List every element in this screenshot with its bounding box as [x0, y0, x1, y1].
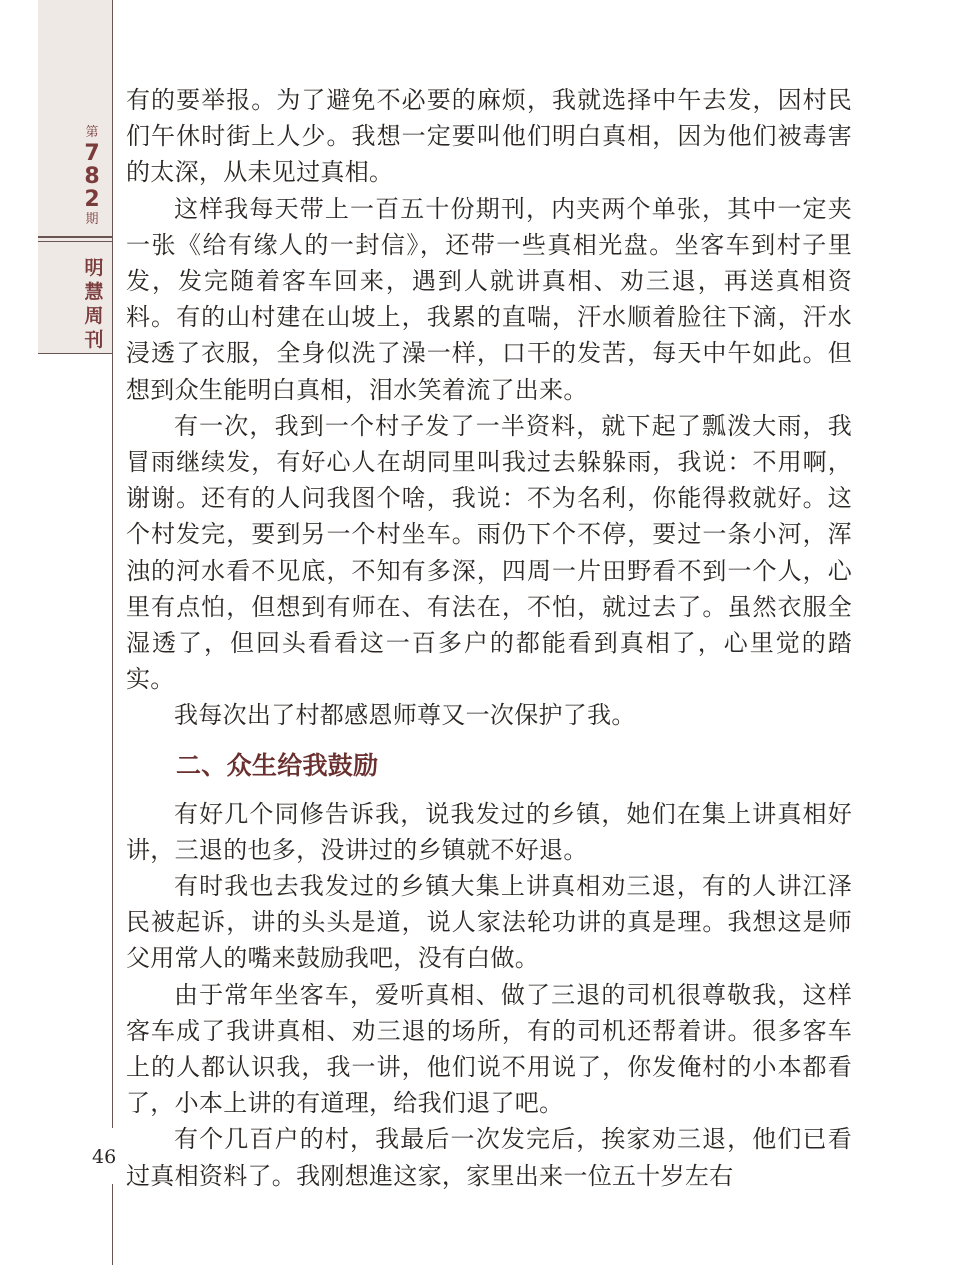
sidebar-divider-thin [38, 241, 112, 242]
issue-prefix: 第 [85, 125, 99, 140]
paragraph: 有一次，我到一个村子发了一半资料，就下起了瓢泼大雨，我冒雨继续发，有好心人在胡同里叫我过去躲躲雨，我说：不用啊，谢谢。还有的人问我图个啥，我说：不为名利，你能得救就好。这个村发完，要到另一个村坐车。雨仍下个不停，要过一条小河，浑浊的河水看不见底，不知有多深，四周一片田野看不到一个人，心里有点怕，但想到有师在、有法在，不怕，就过去了。虽然衣服全湿透了，但回头看看这一百多户的都能看到真相了，心里觉的踏实。 [126, 411, 852, 694]
issue-digit: 2 [84, 187, 100, 212]
sidebar-divider [38, 236, 112, 238]
page-number: 46 [92, 1146, 117, 1168]
publication-name [74, 256, 114, 352]
sidebar-bottom-rule [38, 353, 112, 354]
issue-suffix: 期 [85, 212, 99, 227]
issue-digit: 7 [84, 141, 100, 166]
paragraph: 有好几个同修告诉我，说我发过的乡镇，她们在集上讲真相好讲，三退的也多，没讲过的乡镇就不好退。 [126, 799, 852, 864]
publication-char: 周 [84, 305, 104, 327]
paragraph: 这样我每天带上一百五十份期刊，内夹两个单张，其中一定夹一张《给有缘人的一封信》，还带一些真相光盘。坐客车到村子里发，发完随着客车回来，遇到人就讲真相、劝三退，再送真相资料。有的山村建在山坡上，我累的直喘，汗水顺着脸往下滴，汗水浸透了衣服，全身似洗了澡一样，口干的发苦，每天中午如此。但想到众生能明白真相，泪水笑着流了出来。 [126, 194, 852, 404]
publication-char: 明 [84, 257, 104, 279]
article-body [126, 82, 852, 1194]
paragraph: 有的要举报。为了避免不必要的麻烦，我就选择中午去发，因村民们午休时街上人少。我想一定要叫他们明白真相，因为他们被毒害的太深，从未见过真相。 [126, 86, 852, 187]
publication-char: 慧 [84, 281, 104, 303]
issue-digit: 8 [84, 164, 100, 189]
paragraph: 有时我也去我发过的乡镇大集上讲真相劝三退，有的人讲江泽民被起诉，讲的头头是道，说人家法轮功讲的真是理。我想这是师父用常人的嘴来鼓励我吧，没有白做。 [126, 872, 852, 973]
paragraph: 有个几百户的村，我最后一次发完后，挨家劝三退，他们已看过真相资料了。我刚想進这家，家里出来一位五十岁左右 [126, 1125, 852, 1190]
issue-number [70, 124, 114, 229]
paragraph: 我每次出了村都感恩师尊又一次保护了我。 [174, 701, 636, 730]
section-heading: 二、众生给我鼓励 [176, 750, 379, 780]
paragraph: 由于常年坐客车，爱听真相、做了三退的司机很尊敬我，这样客车成了我讲真相、劝三退的场所，有的司机还帮着讲。很多客车上的人都认识我，我一讲，他们说不用说了，你发俺村的小本都看了，小本上讲的有道理，给我们退了吧。 [126, 980, 852, 1118]
publication-char: 刊 [84, 329, 104, 351]
